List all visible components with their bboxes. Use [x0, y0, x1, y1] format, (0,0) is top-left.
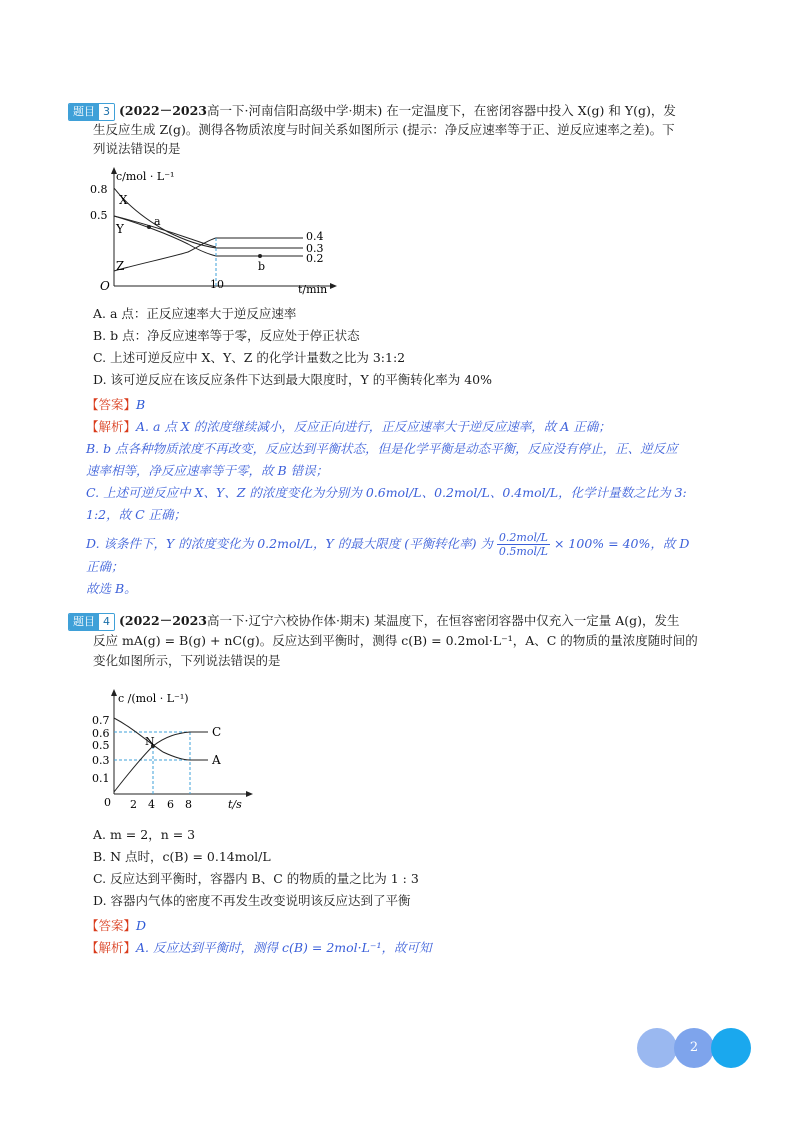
q3-option-a: A. a 点：正反应速率大于逆反应速率	[93, 306, 297, 321]
q4-ytick-05: 0.5	[92, 739, 110, 752]
q4-analysis-tag: 【解析】	[86, 940, 137, 955]
q3-stem-line2: 生反应生成 Z(g)。测得各物质浓度与时间关系如图所示 (提示：净反应速率等于正、逆反应速率之差)。下	[93, 122, 675, 137]
q3-option-b: B. b 点：净反应速率等于零，反应处于停正状态	[93, 328, 360, 343]
q3-origin: O	[100, 279, 110, 293]
q4-answer-tag: 【答案】	[86, 918, 137, 933]
page-number-circle	[674, 1028, 714, 1068]
q4-option-c: C. 反应达到平衡时，容器内 B、C 的物质的量之比为 1 : 3	[93, 871, 419, 886]
q3-stem-line1: 在一定温度下，在密闭容器中投入 X(g) 和 Y(g)，发	[386, 103, 676, 118]
q3-analysis-d1: D. 该条件下，Y 的浓度变化为 0.2mol/L，Y 的最大限度 (平衡转化率) 为 $\frac{\text{0.2mol/L}}{\text{0.5mol/L}}$ × 100% = 40%，故 D	[86, 531, 690, 558]
q4-badge: 题目 4	[68, 613, 115, 631]
q3-ytick-08: 0.8	[90, 183, 108, 196]
q4-analysis-a: 【解析】A. 反应达到平衡时，测得 c(B) = 2mol·L⁻¹，故可知	[86, 940, 432, 955]
page-circle-right	[711, 1028, 751, 1068]
q3-label-X: X	[119, 193, 128, 207]
q4-xtick-2: 2	[130, 798, 137, 811]
q3-analysis-a: 【解析】A. a 点 X 的浓度继续减小，反应正向进行，正反应速率大于逆反应速率，故 A 正确；	[86, 419, 611, 434]
q4-stem-line3: 变化如图所示，下列说法错误的是	[93, 653, 281, 668]
q4-answer-value: D	[136, 918, 147, 933]
q4-option-d: D. 容器内气体的密度不再发生改变说明该反应达到了平衡	[93, 893, 411, 908]
q4-xtick-4: 4	[148, 798, 155, 811]
q3-source: 高一下·河南信阳高级中学·期末)	[206, 103, 383, 118]
q3-analysis-c2: 1:2，故 C 正确；	[86, 507, 187, 522]
q3-answer	[86, 396, 145, 414]
q3-source-year: (2022－2023	[118, 103, 207, 118]
q4-label-C: C	[212, 725, 222, 739]
q3-end-04: 0.4	[306, 230, 324, 243]
q3-badge: 题目 3	[68, 103, 115, 121]
q4-origin: 0	[104, 796, 111, 809]
page-number: 2	[689, 1040, 699, 1055]
q3-answer-tag: 【答案】	[86, 397, 137, 412]
q3-curve-Y2	[114, 216, 216, 256]
q4-header	[68, 612, 680, 631]
q3-analysis-tag: 【解析】	[86, 419, 137, 434]
q4-ytick-03: 0.3	[92, 754, 110, 767]
q3-stem-line3: 列说法错误的是	[93, 141, 181, 156]
q4-option-a: A. m = 2，n = 3	[93, 827, 196, 842]
q3-option-c: C. 上述可逆反应中 X、Y、Z 的化学计量数之比为 3:1:2	[93, 350, 406, 365]
q4-option-b: B. N 点时，c(B) = 0.14mol/L	[93, 849, 271, 864]
q3-analysis-conclusion: 故选 B。	[86, 581, 137, 596]
q4-label-A: A	[212, 753, 221, 767]
q4-stem-line2: 反应 mA(g) = B(g) + nC(g)。反应达到平衡时，测得 c(B) = 0.2mol·L⁻¹，A、C 的物质的量浓度随时间的	[93, 633, 698, 648]
q4-source: 高一下·辽宁六校协作体·期末)	[206, 613, 370, 628]
q4-curve-A	[114, 718, 208, 760]
q3-analysis-d2: 正确；	[86, 559, 124, 574]
q3-end-03: 0.3	[306, 242, 324, 255]
page-circle-left	[637, 1028, 677, 1068]
q3-analysis-b2: 速率相等，净反应速率等于零，故 B 错误；	[86, 463, 329, 478]
q3-fraction: $\frac{\text{0.2mol/L}}{\text{0.5mol/L}}$	[498, 531, 548, 558]
q4-ylabel: c /(mol · L⁻¹)	[118, 692, 189, 705]
q3-answer-value: B	[136, 397, 146, 412]
q4-label-N: N	[145, 735, 155, 748]
q4-chart	[88, 688, 258, 812]
q4-stem-line1: 某温度下，在恒容密闭容器中仅充入一定量 A(g)，发生	[373, 613, 680, 628]
q3-xtick-10: 10	[210, 278, 224, 291]
q3-analysis-b1: B. b 点各种物质浓度不再改变，反应达到平衡状态，但是化学平衡是动态平衡，反应没有停止，正、逆反应	[86, 441, 678, 456]
q3-label-b: b	[258, 260, 266, 273]
q3-end-02: 0.2	[306, 252, 324, 265]
q4-ytick-06: 0.6	[92, 727, 110, 740]
q3-xlabel: t/min	[298, 283, 328, 296]
q3-header	[68, 102, 676, 121]
q3-label-a: a	[154, 215, 161, 228]
q4-xlabel: t/s	[228, 798, 242, 811]
q4-curve-C	[114, 732, 208, 792]
q3-point-b	[258, 254, 262, 258]
q3-ytick-05: 0.5	[90, 209, 108, 222]
q4-source-year: (2022－2023	[118, 613, 207, 628]
q4-xtick-8: 8	[185, 798, 192, 811]
q4-answer	[86, 917, 146, 935]
q3-analysis-c1: C. 上述可逆反应中 X、Y、Z 的浓度变化为分别为 0.6mol/L、0.2mol/L、0.4mol/L，化学计量数之比为 3:	[86, 485, 687, 500]
q4-xtick-6: 6	[167, 798, 174, 811]
q3-point-a	[147, 225, 151, 229]
q4-ytick-07: 0.7	[92, 714, 110, 727]
q3-curve-X	[114, 188, 303, 248]
q3-chart	[88, 166, 348, 296]
q4-ytick-01: 0.1	[92, 772, 110, 785]
q3-option-d: D. 该可逆反应在该反应条件下达到最大限度时，Y 的平衡转化率为 40%	[93, 372, 493, 387]
q3-ylabel: c/mol · L⁻¹	[116, 170, 175, 183]
q3-curve-Z	[114, 238, 303, 271]
q3-label-Z: Z	[116, 259, 125, 273]
q3-label-Y: Y	[116, 222, 124, 236]
